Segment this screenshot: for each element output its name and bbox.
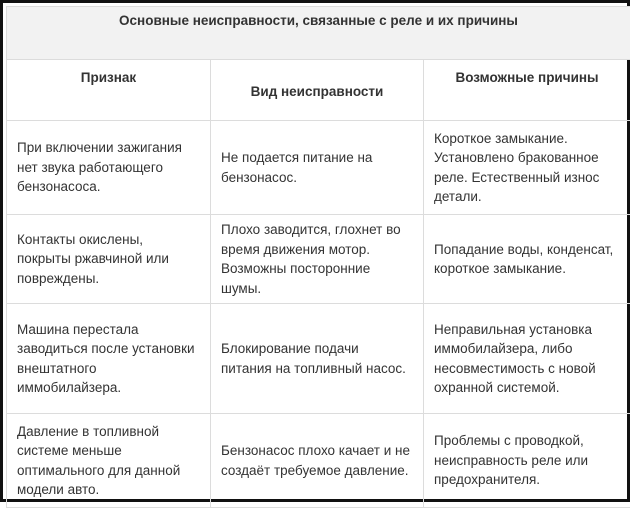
- cell-symptom: При включении зажигания нет звука работающего бензонасоса.: [7, 121, 211, 215]
- table-row: [7, 414, 630, 508]
- table-title: Основные неисправности, связанные с реле и их причины: [7, 7, 630, 60]
- table-row: [7, 215, 630, 304]
- cell-fault-type: Бензонасос плохо качает и не создаёт требуемое давление.: [211, 414, 424, 508]
- cell-fault-type: Не подается питание на бензонасос.: [211, 121, 424, 215]
- cell-possible-causes: Проблемы с проводкой, неисправность реле или предохранителя.: [424, 414, 630, 508]
- table-title-row: [7, 7, 630, 60]
- cell-symptom: Контакты окислены, покрыты ржавчиной или повреждены.: [7, 215, 211, 304]
- cell-possible-causes: Неправильная установка иммобилайзера, либо несовместимость с новой охранной системой.: [424, 304, 630, 414]
- header-possible-causes: Возможные причины: [424, 60, 630, 121]
- table-row: [7, 304, 630, 414]
- cell-fault-type: Плохо заводится, глохнет во время движения мотор. Возможны посторонние шумы.: [211, 215, 424, 304]
- cell-fault-type: Блокирование подачи питания на топливный насос.: [211, 304, 424, 414]
- cell-symptom: Машина перестала заводиться после установки внештатного иммобилайзера.: [7, 304, 211, 414]
- cell-possible-causes: Попадание воды, конденсат, короткое замыкание.: [424, 215, 630, 304]
- header-fault-type: Вид неисправности: [211, 60, 424, 121]
- table-row: [7, 121, 630, 215]
- table-header-row: [7, 60, 630, 121]
- header-symptom: Признак: [7, 60, 211, 121]
- faults-table: [6, 6, 630, 508]
- cell-symptom: Давление в топливной системе меньше оптимального для данной модели авто.: [7, 414, 211, 508]
- cell-possible-causes: Короткое замыкание. Установлено бракованное реле. Естественный износ детали.: [424, 121, 630, 215]
